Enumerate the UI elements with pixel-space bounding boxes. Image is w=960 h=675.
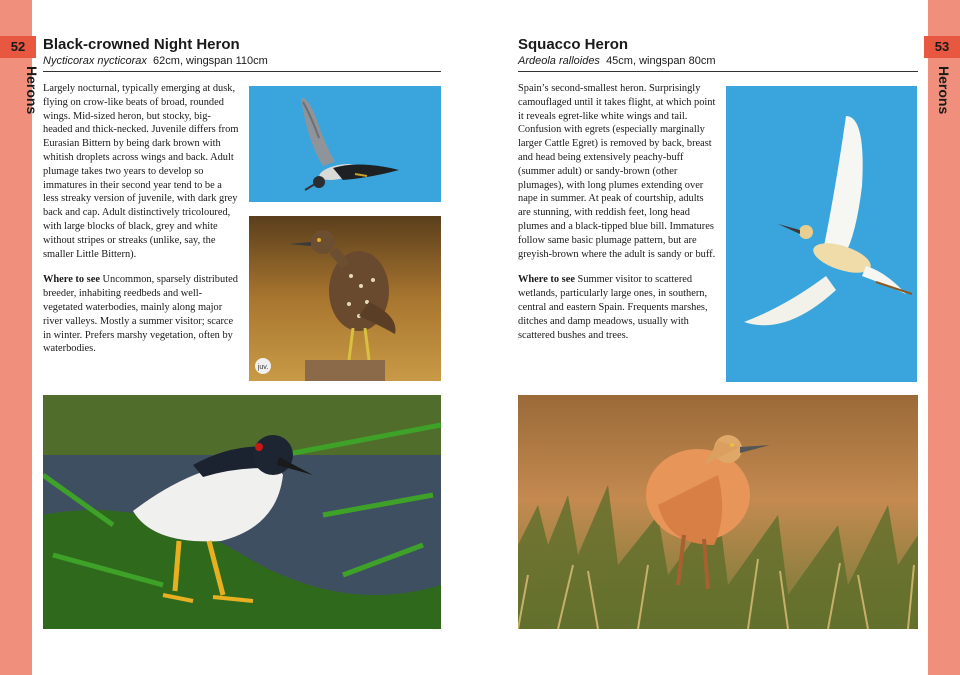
species-text-right <box>518 82 718 342</box>
measurements: 45cm, wingspan 80cm <box>606 55 716 67</box>
page-number-left: 52 <box>0 36 36 58</box>
species-title: Black-crowned Night Heron <box>43 36 240 53</box>
where-to-see-paragraph <box>518 273 718 342</box>
description: Largely nocturnal, typically emerging at dusk, flying on crow-like beats of broad, rounded wings. Mid-sized heron, but stocky, big-headed and thick-necked. Juvenile differs from Eurasian Bittern by being dark brown with whitish droplets across wings and back. Adult plumage takes two years to develop so immatures in their second year tend to be a less streaky version of juvenile, with dark grey back and cap. Adult distinctively tricoloured, with large blocks of black, grey and white without stripes or streaks (unlike, say, the smaller Little Bittern). <box>43 83 239 260</box>
where-to-see-text: Uncommon, sparsely distributed breeder, inhabiting reedbeds and well-vegetated waterbodies, mainly along major river valleys. Mostly a summer visitor; scarce in winter. Prefers marshy vegetation, often by waterbodies. <box>43 274 238 355</box>
where-to-see-text: Summer visitor to scattered wetlands, particularly large ones, in southern, central and eastern Spain. Frequents marshes, ditches and damp meadows, usually with scattered bushes and trees. <box>518 274 708 341</box>
where-to-see-label: Where to see <box>518 274 575 286</box>
where-to-see-paragraph <box>43 273 239 356</box>
photo-credit-badge: juv. <box>257 364 269 371</box>
species-header-left <box>43 36 441 72</box>
species-text-left <box>43 82 239 356</box>
photo-squacco-heron-grass <box>518 395 918 629</box>
photo-night-heron-juvenile <box>249 216 441 381</box>
page-number-right: 53 <box>924 36 960 58</box>
species-subtitle <box>43 54 441 68</box>
photo-squacco-heron-flight <box>726 86 917 382</box>
where-to-see-label: Where to see <box>43 274 100 286</box>
photo-night-heron-flight <box>249 86 441 202</box>
species-header-right <box>518 36 918 72</box>
species-subtitle <box>518 54 918 68</box>
section-tab-left: Herons <box>24 66 40 115</box>
description: Spain’s second-smallest heron. Surprisingly camouflaged until it takes flight, at which point it reveals egret-like white wings and tail. Confusion with egrets (especially marginally larger Cattle Egret) is removed by back, breast and head being extensively peachy-buff (summer adult) or sandy-brown (other plumages), with long plumes extending over nape in summer. At peak of courtship, adults are stunning, with reddish feet, long head plumes and a black-tipped blue bill. Immatures follow same basic plumage pattern, but are greyish-brown where the adult is sandy or buff. <box>518 83 716 260</box>
measurements: 62cm, wingspan 110cm <box>153 55 268 67</box>
section-tab-right: Herons <box>936 66 952 115</box>
scientific-name: Nycticorax nycticorax <box>43 55 147 67</box>
species-title: Squacco Heron <box>518 36 629 53</box>
scientific-name: Ardeola ralloides <box>518 55 600 67</box>
photo-night-heron-adult <box>43 395 441 629</box>
